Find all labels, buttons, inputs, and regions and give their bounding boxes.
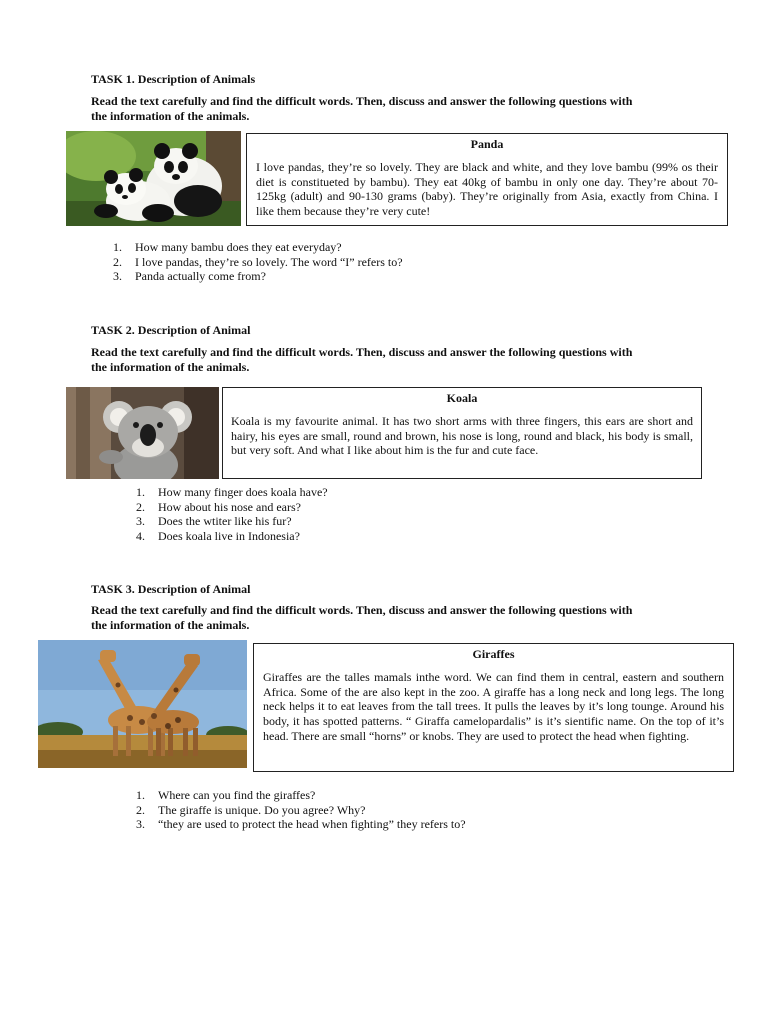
koala-text-box (222, 387, 702, 479)
panda-photo (66, 131, 241, 226)
task2-instruction: Read the text carefully and find the difficult words. Then, discuss and answer the following questions with the information of the animals. (91, 345, 633, 374)
task3-questions (136, 788, 466, 832)
giraffes-box-title: Giraffes (472, 647, 515, 661)
task2-title: TASK 2. Description of Animal (91, 323, 251, 337)
task1-questions (113, 240, 403, 284)
list-item: 2. How about his nose and ears? (136, 499, 301, 514)
list-item: 4. Does koala live in Indonesia? (136, 528, 300, 543)
list-item: 1. How many finger does koala have? (136, 485, 328, 499)
panda-box-title: Panda (470, 137, 504, 151)
list-item: 1. Where can you find the giraffes? (136, 788, 316, 802)
giraffes-text-box (253, 643, 734, 772)
task1-title: TASK 1. Description of Animals (91, 72, 256, 86)
list-item: 3. Does the wtiter like his fur? (136, 514, 292, 528)
list-item: 2. I love pandas, they’re so lovely. The word “I” refers to? (113, 254, 403, 269)
task1-instruction: Read the text carefully and find the difficult words. Then, discuss and answer the following questions with the information of the animals. (91, 94, 633, 123)
list-item: 2. The giraffe is unique. Do you agree? Why? (136, 802, 366, 817)
koala-photo (66, 387, 219, 479)
task2-questions (136, 485, 328, 543)
task3-instruction: Read the text carefully and find the difficult words. Then, discuss and answer the following questions with the information of the animals. (91, 603, 633, 632)
task3-title: TASK 3. Description of Animal (91, 582, 251, 596)
giraffes-box-text: Giraffes are the talles mamals inthe word. We can find them in central, eastern and southern Africa. Some of the are also kept in the zoo. A giraffe has a long neck and long legs. The long neck helps it to eat leaves from the tall trees. It pulls the leaves by it’s long tounge. Around his body, it has spotted patterns. “ Giraffa camelopardalis” is it’s sientific name. On the top of it’s head. There are small “horns” or knobs. They are used to protect the head when fighting. (263, 670, 724, 743)
giraffes-photo (38, 640, 247, 768)
list-item: 3. “they are used to protect the head when fighting” they refers to? (136, 817, 466, 831)
koala-box-text: Koala is my favourite animal. It has two short arms with three fingers, this ears are short and hairy, his eyes are small, round and brown, his nose is long, round and black, his body is small, but very soft. And what I like about him is the fur and cute face. (231, 414, 693, 458)
list-item: 1. How many bambu does they eat everyday? (113, 240, 342, 254)
koala-box-title: Koala (446, 391, 478, 405)
panda-box-text: I love pandas, they’re so lovely. They are black and white, and they love bambu (99% os their diet is constitueted by bambu). They eat 40kg of bambu in only one day. They’re about 70-125kg (adult) and 90-130 grams (baby). They’re originally from Asia, exactly from China. I like them because they’re very cute! (256, 160, 718, 219)
list-item: 3. Panda actually come from? (113, 269, 266, 283)
panda-text-box (246, 133, 728, 226)
